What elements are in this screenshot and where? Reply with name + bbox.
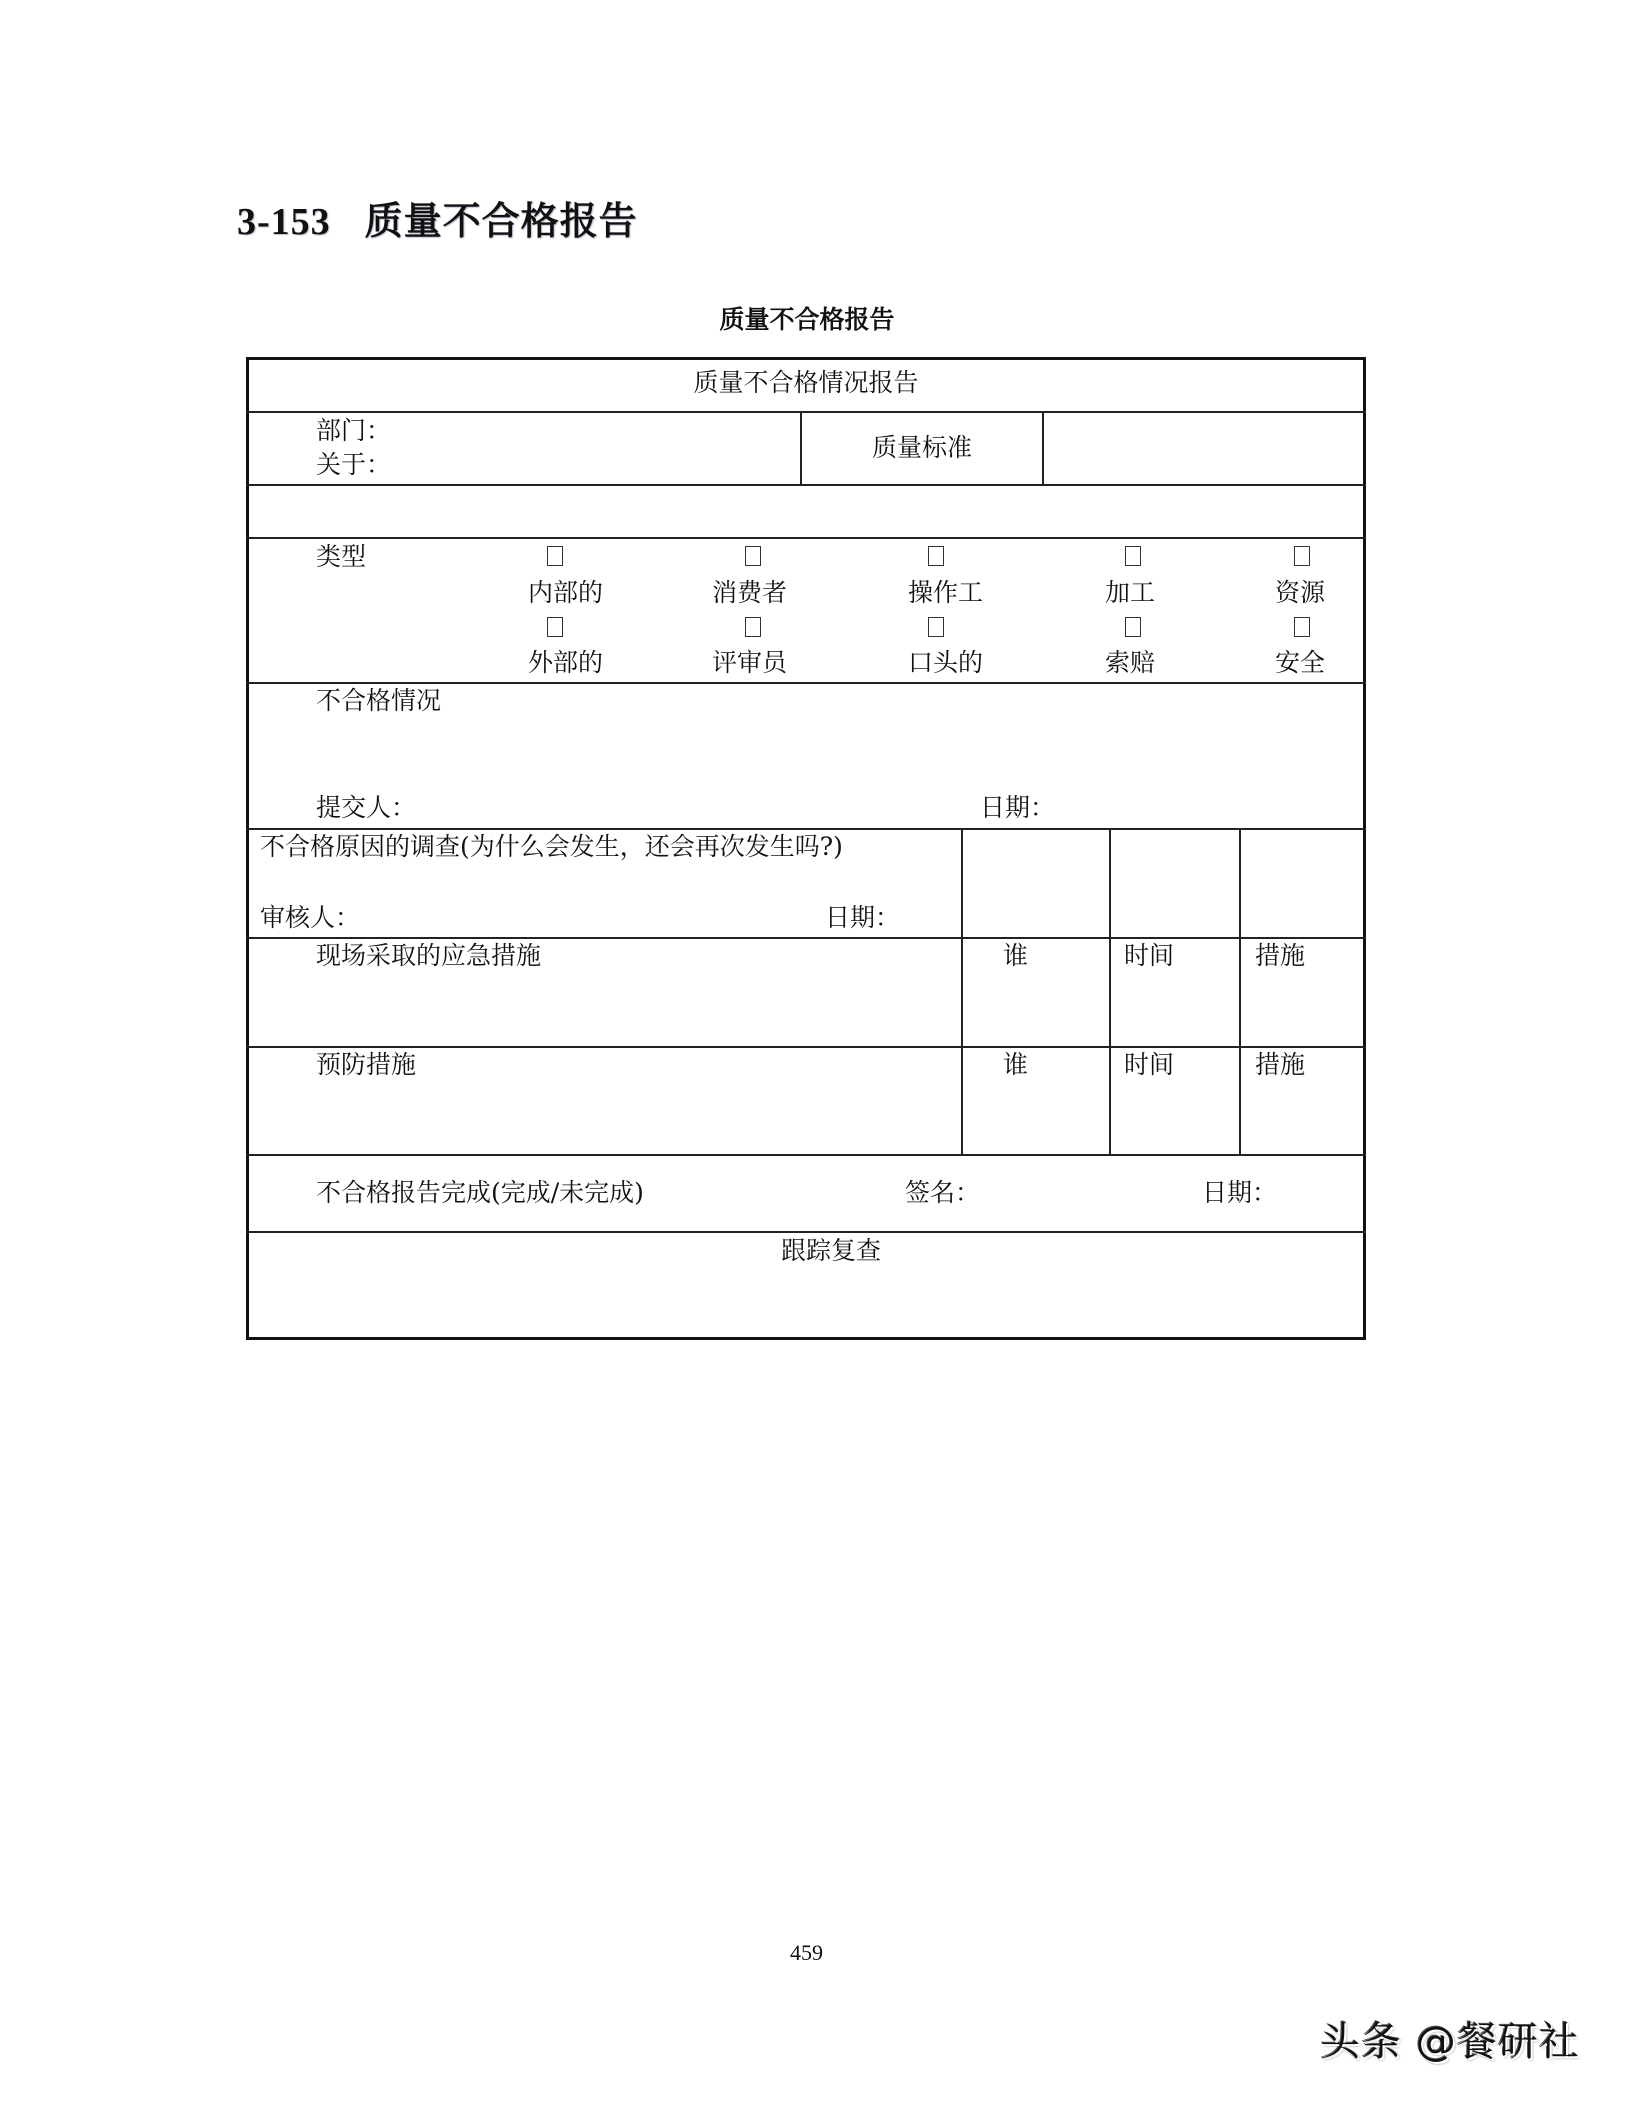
investigation-label: 不合格原因的调查(为什么会发生，还会再次发生吗?) bbox=[260, 832, 843, 861]
checkbox-processing[interactable] bbox=[1125, 546, 1141, 566]
type-option-operator: 操作工 bbox=[908, 578, 984, 607]
col-divider bbox=[1239, 828, 1241, 1155]
checkbox-external[interactable] bbox=[547, 617, 563, 637]
row-divider bbox=[246, 937, 1366, 939]
type-option-internal: 内部的 bbox=[528, 578, 604, 607]
row-divider bbox=[246, 1046, 1366, 1048]
row-divider bbox=[246, 537, 1366, 539]
type-option-consumer: 消费者 bbox=[712, 578, 788, 607]
type-option-processing: 加工 bbox=[1105, 578, 1156, 607]
section-heading bbox=[237, 190, 638, 245]
page-number: 459 bbox=[790, 1940, 823, 1965]
quality-standard-field[interactable] bbox=[1044, 413, 1366, 484]
department-label: 部门： bbox=[316, 416, 392, 445]
about-label: 关于： bbox=[316, 450, 392, 479]
who-label: 谁 bbox=[1003, 1050, 1029, 1079]
time-label: 时间 bbox=[1124, 1050, 1175, 1079]
row-divider bbox=[246, 1231, 1366, 1233]
checkbox-safety[interactable] bbox=[1294, 617, 1310, 637]
type-option-external: 外部的 bbox=[528, 648, 604, 677]
followup-label: 跟踪复查 bbox=[780, 1236, 881, 1265]
checkbox-consumer[interactable] bbox=[745, 546, 761, 566]
signature-label: 签名： bbox=[905, 1178, 981, 1207]
row-divider bbox=[246, 682, 1366, 684]
type-option-resource: 资源 bbox=[1275, 578, 1326, 607]
table-header: 质量不合格情况报告 bbox=[693, 368, 919, 397]
checkbox-operator[interactable] bbox=[928, 546, 944, 566]
quality-standard-label: 质量标准 bbox=[871, 433, 972, 462]
blank-field[interactable] bbox=[249, 486, 1363, 537]
row-divider bbox=[246, 828, 1366, 830]
checkbox-internal[interactable] bbox=[547, 546, 563, 566]
review-date-label: 日期： bbox=[825, 903, 901, 932]
checkbox-verbal[interactable] bbox=[928, 617, 944, 637]
col-divider bbox=[1109, 828, 1111, 1155]
section-number: 3-153 bbox=[237, 201, 331, 243]
measure-label: 措施 bbox=[1255, 941, 1306, 970]
measure-label: 措施 bbox=[1255, 1050, 1306, 1079]
col-divider bbox=[961, 828, 963, 1155]
who-label: 谁 bbox=[1003, 941, 1029, 970]
section-title: 质量不合格报告 bbox=[364, 199, 638, 243]
submitter-label: 提交人： bbox=[316, 793, 417, 822]
nonconformity-label: 不合格情况 bbox=[316, 686, 442, 715]
checkbox-resource[interactable] bbox=[1294, 546, 1310, 566]
preventive-action-label: 预防措施 bbox=[316, 1050, 417, 1079]
checkbox-claim[interactable] bbox=[1125, 617, 1141, 637]
form-title: 质量不合格报告 bbox=[719, 305, 895, 334]
reviewer-label: 审核人： bbox=[260, 903, 361, 932]
immediate-action-label: 现场采取的应急措施 bbox=[316, 941, 542, 970]
watermark: 头条 @餐研社 bbox=[1320, 2019, 1580, 2065]
type-option-safety: 安全 bbox=[1275, 648, 1326, 677]
type-option-verbal: 口头的 bbox=[908, 648, 984, 677]
completion-date-label: 日期： bbox=[1202, 1178, 1278, 1207]
type-option-reviewer: 评审员 bbox=[712, 648, 788, 677]
checkbox-reviewer[interactable] bbox=[745, 617, 761, 637]
submit-date-label: 日期： bbox=[980, 793, 1056, 822]
type-option-claim: 索赔 bbox=[1105, 648, 1156, 677]
time-label: 时间 bbox=[1124, 941, 1175, 970]
type-label: 类型 bbox=[316, 542, 367, 571]
row-divider bbox=[246, 1154, 1366, 1156]
completion-label: 不合格报告完成(完成/未完成) bbox=[316, 1178, 644, 1207]
